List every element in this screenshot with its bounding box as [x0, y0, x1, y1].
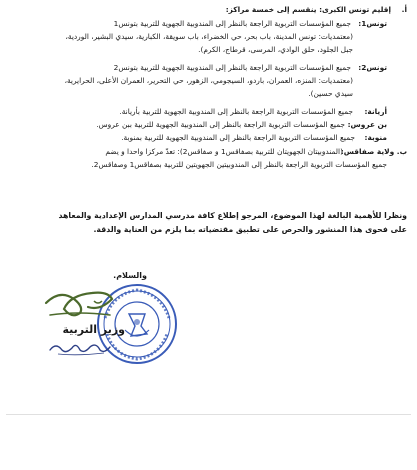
- tunis2-line1: جميع المؤسسات التربوية الراجعة بالنظر إلى المندوبية الجهوية للتربية بتونس2: [113, 63, 351, 72]
- sfax-label: ب. ولاية صفاقس:: [340, 147, 407, 156]
- tunis2-line2: (معتمديات: المنزه، العمران، باردو، السيجومي، الزهور، حي التحرير، العمران الأعلى، الحرايرية،: [64, 76, 353, 85]
- tunis2-line3: سيدي حسين).: [308, 89, 353, 98]
- tunis2-label: تونس2:: [358, 63, 387, 72]
- signatory-title: وزير التربية: [62, 323, 125, 336]
- handwritten-name-signature: [46, 338, 114, 358]
- benarous-label: بن عروس:: [347, 120, 387, 129]
- ariana-text: جميع المؤسسات التربوية الراجعة بالنظر إلى المندوبية الجهوية للتربية بأريانة.: [119, 107, 353, 116]
- salutation: والسلام.: [113, 271, 147, 280]
- tunis1-line1: جميع المؤسسات التربوية الراجعة بالنظر إلى المندوبية الجهوية للتربية بتونس1: [113, 19, 351, 28]
- tunis1-line2: (معتمديات: تونس المدينة، باب بحر، حي الخضراء، باب سويقة، الكبارية، سيدي البشير، الوردية،: [65, 32, 353, 41]
- tunis1-label: تونس1:: [358, 19, 387, 28]
- closing-line1: ونظرا للأهمية البالغة لهذا الموضوع، المرجو إطلاع كافة مدرسي المدارس الإعدادية والمعاهد: [58, 211, 407, 220]
- section-marker: أ.: [401, 5, 407, 14]
- closing-line2: على فحوى هذا المنشور والحرص على تطبيق مقتضياته بما يلزم من العناية والدقة.: [93, 225, 407, 234]
- handwritten-signature: [40, 285, 118, 325]
- sfax-line2: جميع المؤسسات التربوية الراجعة بالنظر إلى المندوبيتين الجهويتين للتربية بصفاقس1 وصفاقس2.: [91, 160, 387, 169]
- bottom-divider: [6, 414, 411, 415]
- intro-heading: إقليم تونس الكبرى: ينقسم إلى خمسة مراكز:: [225, 5, 391, 14]
- sfax-line1: (المندوبيتان الجهويتان للتربية بصفاقس1 و صفاقس2): تعدّ مركزا واحدا و يضم: [105, 147, 343, 156]
- manouba-label: منوبة:: [364, 133, 387, 142]
- ariana-label: أريانة:: [364, 107, 387, 116]
- benarous-text: جميع المؤسسات التربوية الراجعة بالنظر إلى المندوبية الجهوية للتربية ببن عروس.: [96, 120, 345, 129]
- manouba-text: جميع المؤسسات التربوية الراجعة بالنظر إلى المندوبية الجهوية للتربية بمنوبة.: [121, 133, 355, 142]
- tunis1-line3: جبل الجلود، حلق الوادي، المرسى، قرطاج، الكرم).: [198, 45, 353, 54]
